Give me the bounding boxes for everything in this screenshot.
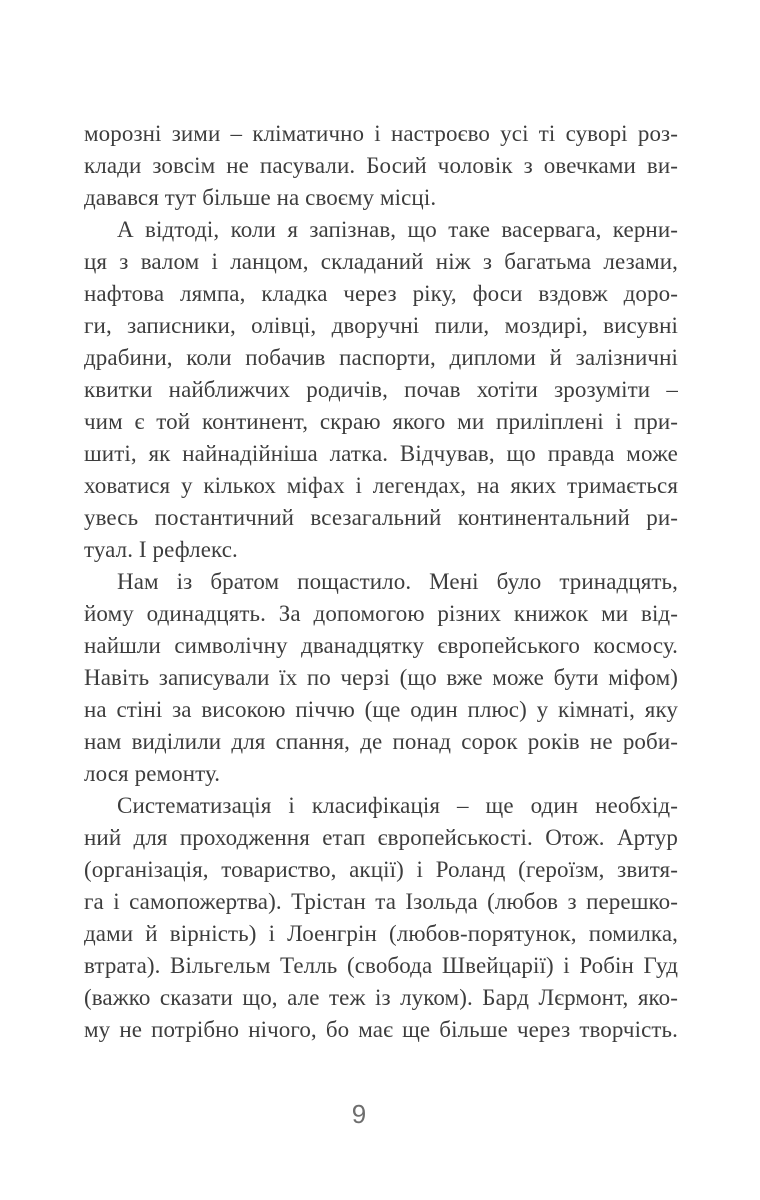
text-line: му не потрібно нічого, бо має ще більше через творчість. xyxy=(84,1017,678,1042)
text-line: Систематизація і класифікація – ще один необхід- xyxy=(117,793,678,818)
text-line: ний для проходження етап європейськості. Отож. Артур xyxy=(84,825,678,850)
text-line: нафтова лямпа, кладка через ріку, фоси вздовж доро- xyxy=(84,281,678,306)
page-number: 9 xyxy=(351,1099,367,1129)
body-text-block xyxy=(84,118,678,1046)
text-line: увесь постантичний всезагальний континентальний ри- xyxy=(84,505,678,530)
text-line: А відтоді, коли я запізнав, що таке васервага, керни- xyxy=(117,217,678,242)
text-line: ця з валом і ланцом, складаний ніж з багатьма лезами, xyxy=(84,249,678,274)
text-line: чим є той континент, скраю якого ми приліплені і при- xyxy=(84,409,678,434)
text-line: га і самопожертва). Трістан та Ізольда (любов з перешко- xyxy=(84,889,678,914)
text-line: ховатися у кількох міфах і легендах, на яких тримається xyxy=(84,473,678,498)
text-line: (організація, товариство, акції) і Роланд (героїзм, звитя- xyxy=(84,857,678,882)
text-line: йому одинадцять. За допомогою різних книжок ми від- xyxy=(84,601,678,626)
text-line: Навіть записували їх по черзі (що вже може бути міфом) xyxy=(84,665,678,690)
text-line: морозні зими – кліматично і настроєво усі ті суворі роз- xyxy=(84,121,678,146)
text-line: дами й вірність) і Лоенгрін (любов-порятунок, помилка, xyxy=(84,921,678,946)
text-line: Нам із братом пощастило. Мені було тринадцять, xyxy=(117,569,678,594)
text-line: ги, записники, олівці, дворучні пили, моздирі, висувні xyxy=(84,313,678,338)
text-line: шиті, як найнадійніша латка. Відчував, що правда може xyxy=(84,441,678,466)
text-line: (важко сказати що, але теж із луком). Бард Лєрмонт, яко- xyxy=(84,985,678,1010)
text-line: нам виділили для спання, де понад сорок років не роби- xyxy=(84,729,678,754)
text-line: давався тут більше на своєму місці. xyxy=(84,185,437,210)
text-line: на стіні за високою піччю (ще один плюс) у кімнаті, яку xyxy=(84,697,678,722)
text-line: клади зовсім не пасували. Босий чоловік з овечками ви- xyxy=(84,153,678,178)
text-line: квитки найближчих родичів, почав хотіти зрозуміти – xyxy=(84,377,678,402)
text-line: туал. І рефлекс. xyxy=(84,537,238,562)
text-line: драбини, коли побачив паспорти, дипломи й залізничні xyxy=(84,345,678,370)
text-line: лося ремонту. xyxy=(84,761,221,786)
text-line: найшли символічну дванадцятку європейського космосу. xyxy=(84,633,678,658)
text-line: втрата). Вільгельм Телль (свобода Швейцарії) і Робін Гуд xyxy=(84,953,678,978)
